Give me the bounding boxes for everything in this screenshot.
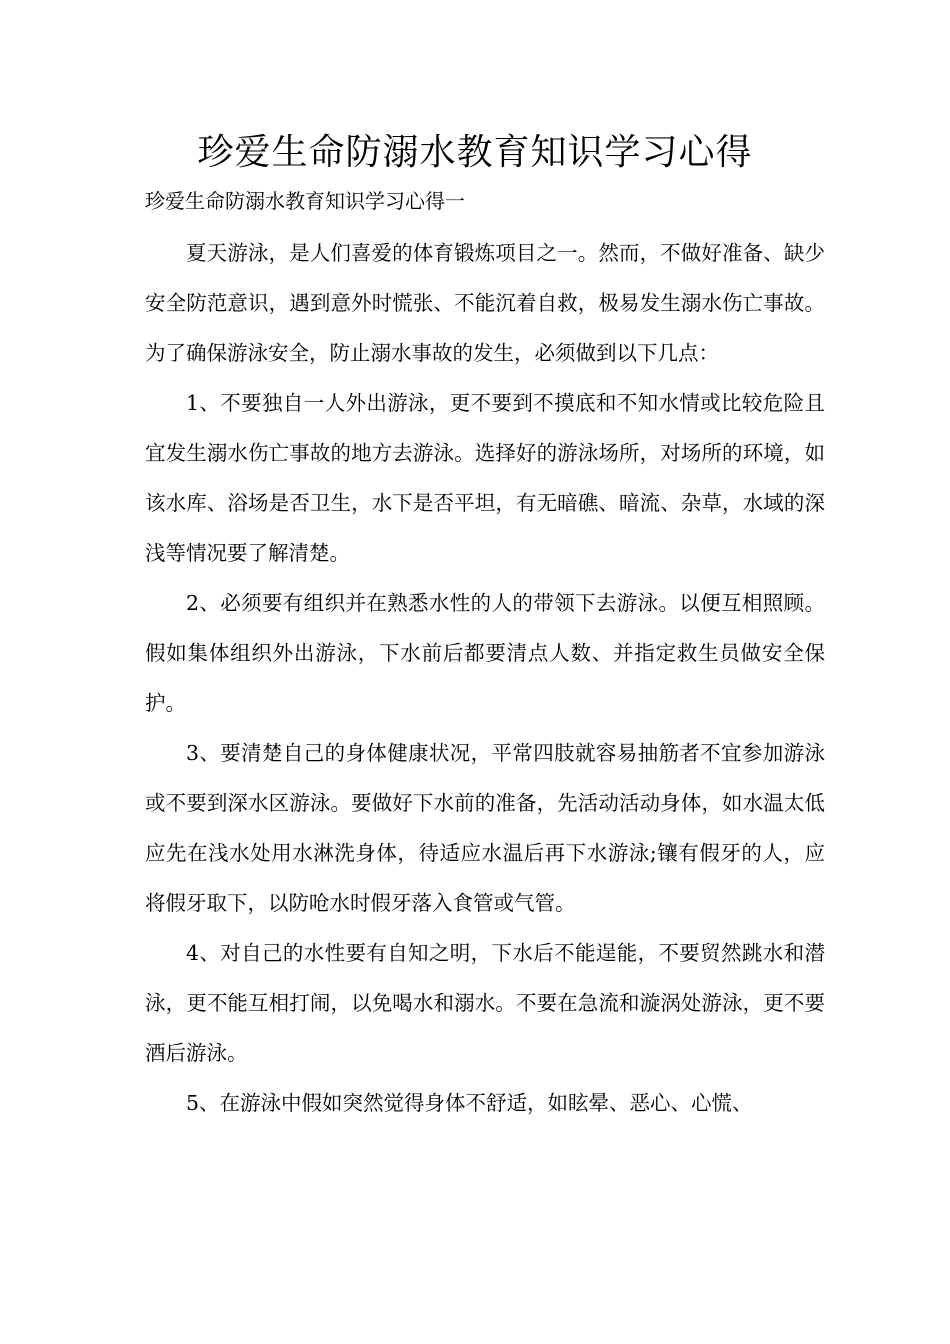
paragraph-item-5: 5、在游泳中假如突然觉得身体不舒适，如眩晕、恶心、心慌、 — [186, 1091, 753, 1115]
document-title: 珍爱生命防溺水教育知识学习心得 — [197, 132, 753, 173]
paragraph-item-2: 2、必须要有组织并在熟悉水性的人的带领下去游泳。以便互相照顾。假如集体组织外出游泳，下水前后都要清点人数、并指定救生员做安全保护。 — [145, 591, 825, 715]
paragraph-item-1: 1、不要独自一人外出游泳，更不要到不摸底和不知水情或比较危险且宜发生溺水伤亡事故的地方去游泳。选择好的游泳场所，对场所的环境，如该水库、浴场是否卫生，水下是否平坦，有无暗礁、暗流、杂草，水域的深浅等情况要了解清楚。 — [145, 391, 825, 565]
paragraph-item-3: 3、要清楚自己的身体健康状况，平常四肢就容易抽筋者不宜参加游泳或不要到深水区游泳。要做好下水前的准备，先活动活动身体，如水温太低应先在浅水处用水淋洗身体，待适应水温后再下水游泳;镶有假牙的人，应将假牙取下，以防呛水时假牙落入食管或气管。 — [145, 741, 825, 915]
paragraph-intro: 夏天游泳，是人们喜爱的体育锻炼项目之一。然而，不做好准备、缺少安全防范意识，遇到意外时慌张、不能沉着自救，极易发生溺水伤亡事故。为了确保游泳安全，防止溺水事故的发生，必须做到以下几点： — [145, 241, 825, 365]
document-body — [145, 228, 825, 1128]
document-subtitle: 珍爱生命防溺水教育知识学习心得一 — [145, 189, 465, 213]
paragraph-item-4: 4、对自己的水性要有自知之明，下水后不能逞能，不要贸然跳水和潜泳，更不能互相打闹，以免喝水和溺水。不要在急流和漩涡处游泳，更不要酒后游泳。 — [145, 941, 825, 1065]
